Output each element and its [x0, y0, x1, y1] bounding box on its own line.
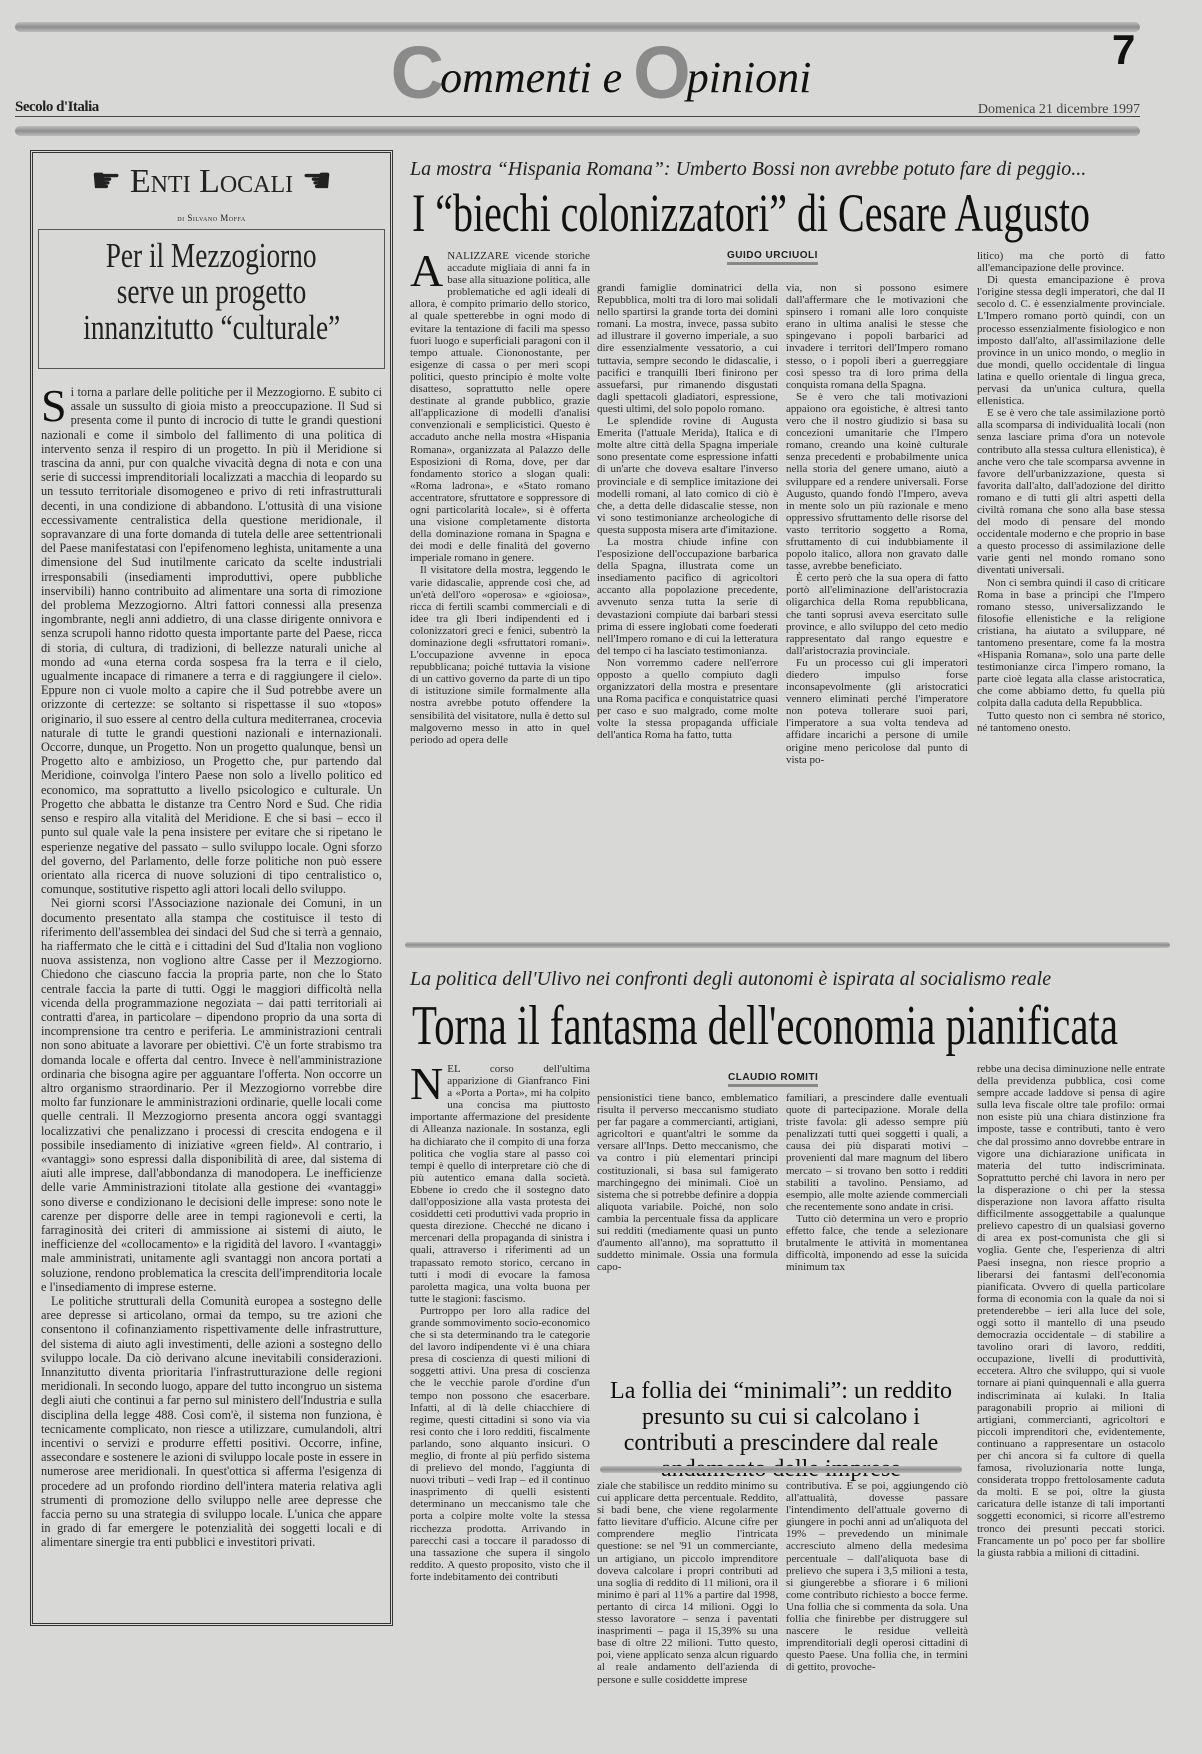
- section-title-part2: pinioni: [686, 53, 812, 102]
- paragraph: Tutto questo non ci sembra né storico, né tantomeno onesto.: [977, 709, 1165, 734]
- bottom-article-col-3-bottom: [786, 1480, 968, 1745]
- column-author: di Silvano Moffa: [177, 213, 246, 223]
- paragraph: Le splendide rovine di Augusta Emerita (l'attuale Merida), Italica e di molte altre città della Spagna imperiale sono presentate come espressione infatti di un'arte che doveva esaltare l'inverso provinciale e di semplice imitazione dei modelli romani, al lato comico di ciò è che, a detta delle didascalie stesse, non vi sono testimonianze archeologiche di questa supposta misera arte d'imitazione.: [597, 415, 778, 536]
- paragraph: contributiva. E se poi, aggiungendo ciò all'attualità, dovesse passare l'intendimento dell'attuale governo di giungere in pochi anni ad un'aliquota del 19% – prevedendo un minimale accresciuto almeno della medesima percentuale – dall'aliquota base di prelievo che supera i 3,5 milioni a testa, si giungerebbe a sfiorare i 6 milioni come contributo richiesto a bocce ferme. Una follia che si commenta da sola. Una follia che finirebbe per distruggere sul nascere le residue velleità imprenditoriali degli operosi cittadini di questo Paese. Una follia che, in termini di gettito, provoche-: [786, 1480, 968, 1674]
- paragraph: NEL corso dell'ultima apparizione di Gianfranco Fini a «Porta a Porta», mi ha colpito una concisa ma piuttosto importante affermazione del presidente di Alleanza nazionale. In sostanza, egli ha dichiarato che il compito di una forza politica che voglia stare al passo coi tempi è quello di interpretare ciò che di più autentico emana dalla società. Ebbene io credo che il sostegno dato dall'opposizione alla vasta protesta dei cosiddetti ceti produttivi vada proprio in questa direzione. Checché ne dicano i mercenari della propaganda di sinistra i quali, attraverso i riferimenti ad un trapassato remoto storico, cercano in tutti i modi di evocare la famosa paroletta magica, una volta buona per tutte le stagioni: fascismo.: [410, 1063, 590, 1305]
- bottom-article-col-3-top: [786, 1092, 968, 1372]
- section-title-initial-c: C: [390, 31, 441, 114]
- column-body: [41, 385, 382, 1613]
- box-headline: La follia dei “minimali”: un reddito presunto su cui si calcolano i contributi a prescindere dal reale: [610, 1378, 952, 1456]
- paragraph: La mostra chiude infine con l'esposizione dell'occupazione barbarica della Spagna, illustrata come un insediamento pacifico di agricoltori accanto alla popolazione precedente, avvenuto senza tutta la serie di devastazioni compiute dai barbari stessi prima di essere inglobati come foederati nell'Impero romano e di cui la letteratura del tempo ci ha lasciato testimonianza.: [597, 535, 778, 657]
- paragraph: Non ci sembra quindi il caso di criticare Roma in base a principi che l'Impero romano stesso, universalizzando le filosofie ellenistiche e la religione cristiana, ha aiutato a sviluppare, né tantomeno presentare, come fa la mostra «Hispania Romana», solo una parte delle testimonianze circa l'impero romano, la parte cioè legata alla classe aristocratica, che come abbiamo detto, fu quella più colpita dalla caduta della Repubblica.: [977, 576, 1165, 710]
- box-headline-underline: [600, 1466, 962, 1473]
- paragraph: Non vorremmo cadere nell'errore opposto a quello compiuto dagli organizzatori della mostra e presentare una Roma pacifica e conquistatrice quasi per caso e suo malgrado, come molte volte la stessa propaganda ufficiale dell'antica Roma ha fatto, tutta: [597, 656, 778, 742]
- paragraph: ziale che stabilisce un reddito minimo su cui applicare detta percentuale. Reddito, si badi bene, che viene regolarmente fatto lievitare d'ufficio. Alcune cifre per comprendere meglio l'intricata questione: se nel '91 un commerciante, un artigiano, un piccolo imprenditore doveva calcolare i propri contributi ad una soglia di reddito di 11 milioni, ora il minimo è pari al 11% a partire dal 1998, pertanto di circa 14 milioni. Oggi lo stesso lavoratore – senza i paventati inasprimenti – paga il 15,39% su una base di oltre 22 milioni. Tutto questo, poi, viene applicato senza alcun riguardo al reale andamento dell'azienda di persone e sulle cosiddette imprese: [597, 1480, 778, 1686]
- paragraph: rebbe una decisa diminuzione nelle entrate della previdenza pubblica, così come sempre accade laddove si pensa di agire sulla leva fiscale oltre tale profilo: ormai non esiste più una chiara distinzione fra imposte, tasse e contributi, tanto è vero che dal prossimo anno dovrebbe entrare in vigore una dichiarazione unificata in materia del tutto indiscriminata. Soprattutto perché chi lavora in nero per la disperazione o chi per la stessa disperazione non lavora affatto risulta difficilmente assoggettabile a qualunque prelievo capestro di un qualsiasi governo di area ex post-comunista che gli si voglia. Gente che, l'esperienza di altri Paesi insegna, non riesce proprio a liberarsi dei fantasmi dell'economia pianificata. Ovvero di quella particolare forma di economia con la quale da noi si pretenderebbe – ieri alla luce del sole, oggi sotto il mantello di una pseudo democrazia occidentale – di stabilire a tavolino orari di lavoro, redditi, occupazione, livelli di produttività, eccetera. Altro che sviluppo, qui si vuole tornare ai piani quinquennali e alla guerra indiscriminata ai kulaki. In Italia paragonabili proprio ai milioni di artigiani, commercianti, agricoltori e piccoli imprenditori che, evidentemente, continuano a rappresentare un ostacolo per chi ancora si fa cultore di quella famosa, rivoluzionaria notte lunga, considerata troppo frettolosamente caduta da molti. E se poi, oltre la giusta caricatura delle istanze di tali importanti soggetti economici, si ricorre all'estremo tronco dei presunti peccati storici. Francamente un po' poco per far sbollire la giusta rabbia a milioni di cittadini.: [977, 1063, 1165, 1559]
- paragraph: Il visitatore della mostra, leggendo le varie didascalie, apprende così che, ad un'età dell'oro «operosa» e «gioiosa», ricca di fertili scambi commerciali e di idee tra gli Iberi indipendenti ed i colonizzatori greci e fenici, subentrò la dominazione degli «sfruttatori romani». L'occupazione avvenne in epoca repubblicana; poiché tuttavia la visione di un cattivo governo da parte di un tipo di istituzione simile formalmente alla nostra avrebbe potuto offendere la sensibilità del visitatore, nulla è detto sul malgoverno messo in atto in quel periodo ad opera delle: [410, 564, 590, 746]
- newspaper-name: Secolo d'Italia: [15, 99, 99, 115]
- paragraph: Se è vero che tali motivazioni appaiono ora egoistiche, è altresì tanto vero che il nostro giudizio si basa su concezioni umanitarie che l'Impero romano, creando una koinè culturale senza precedenti e probabilmente unica nella storia del genere umano, aiutò a sviluppare ed a rendere universali. Forse Augusto, quando fondò l'Impero, aveva in mente solo un più razionale e meno oppressivo sfruttamento delle risorse del vasto territorio soggetto a Roma, sfruttamento di cui indubbiamente il popolo italico, allora non gravato dalle tasse, avrebbe beneficiato.: [786, 390, 968, 573]
- top-article-byline: GUIDO URCIUOLI: [727, 250, 818, 265]
- paragraph: E se è vero che tale assimilazione portò alla scomparsa di individualità locali (non senza lasciare prima d'ora un notevole contributo alla stessa cultura ellenistica), è anche vero che tale scomparsa avvenne in favore dell'urbanizzazione, questa sì favorita dall'alto, dall'adozione del diritto romano e di tutti gli altri aspetti della civiltà romana che sono alla base stessa del modo di pensare del mondo occidentale moderno e che proprio in base a questo processo di assimilazione delle varie genti nel mondo romano sono diventati universali.: [977, 407, 1165, 577]
- rubric-title: [33, 161, 390, 201]
- top-article-col-4: [977, 250, 1165, 935]
- pointing-hand-left-icon: ☚: [293, 163, 333, 200]
- bottom-article-col-4: [977, 1063, 1165, 1745]
- bottom-article-col-2-top: [597, 1092, 778, 1372]
- bottom-article-col-1: [410, 1063, 590, 1745]
- headline-line: innanzitutto “culturale”: [83, 308, 340, 347]
- article-separator: [405, 942, 1170, 948]
- drop-cap: A: [410, 250, 444, 296]
- top-article-col-2: [597, 282, 778, 935]
- paragraph: grandi famiglie dominatrici della Repubblica, molti tra di loro mai solidali nello spartirsi la grande torta dei domini romani. La mostra, invece, passa subito ad illustrare il governo imperiale, a suo dire essenzialmente vessatorio, a cui tuttavia, sempre secondo le didascalie, i pacifici e tranquilli Iberi finirono per assuefarsi, pur rimanendo disgustati dagli spettacoli gladiatori, espressione, questi ultimi, del solo popolo romano.: [597, 282, 778, 415]
- paragraph: ANALIZZARE vicende storiche accadute migliaia di anni fa in base alla situazione politica, alle problematiche ed agli ideali di allora, è compito primario dello storico, al quale spetterebbe in ogni modo di evitare la tentazione di facili ma spesso fuori luogo e superficiali paragoni con il tempo attuale. Ciononostante, per esigenze di cassa o per meri scopi politici, questo principio è molte volte disatteso, soprattutto nelle opere destinate al grande pubblico, grazie all'applicazione di modelli d'analisi convenzionali e semplicistici. Questo è accaduto anche nella mostra «Hispania Romana», organizzata al Palazzo delle Esposizioni di Roma, dove, per dar fondamento storico a slogan quali: «Roma ladrona», e «Stato romano accentratore, sfruttatore e soppressore di ogni particolarità locale», si è offerta una visione completamente distorta della dominazione romana in Spagna e dei modi e delle finalità del governo imperiale romano in genere.: [410, 250, 590, 565]
- drop-cap: N: [410, 1063, 444, 1109]
- bottom-article-byline: CLAUDIO ROMITI: [728, 1072, 818, 1087]
- masthead-bottom-band: [15, 126, 1140, 136]
- headline-line: serve un progetto: [116, 272, 307, 311]
- paragraph: Le politiche strutturali della Comunità europea a sostegno delle aree depresse si articolano, ormai da tempo, su tre azioni che consentono il cofinanziamento rispettivamente delle infrastrutture, del sistema di aiuto agli investimenti, delle azioni a sostegno dello sviluppo locale. Da ciò derivano alcune inevitabili considerazioni. Innanzitutto diventa prioritaria l'infrastrutturazione delle regioni meridionali. In secondo luogo, appare del tutto incongruo un sistema degli aiuti che continui a far perno sul ministero dell'Industria e sulla disciplina della legge 488. Così com'è, il sistema non funziona, è tecnicamente complicato, non riesce a utilizzare, cumulandoli, altri incentivi o servizi e produrre effetti positivi. Occorre, infine, assecondare e sostenere le azioni di sviluppo locale poste in essere in numerose aree meridionali. In quest'ottica si afferma l'esigenza di procedere ad un profondo riordino dell'intera materia relativa agli strumenti di promozione dello sviluppo nelle aree depresse che faccia perno su una strategia di sviluppo locale. L'unica che appare in grado di far emergere le potenzialità dei soggetti locali e di alimentare sinergie tra enti pubblici e investitori privati.: [41, 1294, 382, 1550]
- section-title-initial-o: O: [633, 31, 687, 114]
- paragraph: È certo però che la sua opera di fatto portò all'eliminazione dell'aristocrazia oligarchica della Roma repubblicana, che tanti soprusi aveva esercitato sulle province, e allo sviluppo del ceto medio rappresentato dal rango equestre e dall'aristocrazia provinciale.: [786, 572, 968, 657]
- section-title-part1: ommenti e: [440, 53, 634, 102]
- top-article-col-3: [786, 282, 968, 935]
- column-headline: [39, 230, 384, 346]
- paragraph: pensionistici tiene banco, emblematico risulta il perverso meccanismo studiato per far pagare a commercianti, artigiani, agricoltori e quant'altri le somme da versare all'Inps. Detto meccanismo, che va contro i più elementari principi costituzionali, si basa sul famigerato marchingegno dei minimali. Cioè un sistema che si potrebbe definire a doppia aliquota variabile. Poiché, non solo cambia la percentuale fissa da applicare sui redditi (mediamente quasi un punto d'aumento all'anno), ma soprattutto il suddetto minimale. Ossia una formula capo-: [597, 1092, 778, 1274]
- rubric-label: Enti Locali: [129, 163, 294, 200]
- top-article-col-1: [410, 250, 590, 935]
- bottom-article-col-2-bottom: [597, 1480, 778, 1745]
- paragraph: via, non si possono esimere dall'affermare che le motivazioni che spinsero i romani alle loro conquiste erano in ultima analisi le stesse che spingevano i popoli barbarici ad invadere i territori dell'Impero romano stesso, o i popoli iberi a guerreggiare così spesso tra di loro prima della conquista romana della Spagna.: [786, 282, 968, 391]
- column-headline-box: [38, 229, 385, 369]
- issue-date: Domenica 21 dicembre 1997: [977, 102, 1140, 117]
- paragraph: Nei giorni scorsi l'Associazione nazionale dei Comuni, in un documento presentato alla stampa che costituisce il testo di riferimento dell'assemblea dei sindaci del Sud che si terrà a gennaio, ha riaffermato che le città e i cittadini del Sud d'Italia non vogliono nuova assistenza, non vogliono altre Casse per il Mezzogiorno. Chiedono che ciascuno faccia la propria parte, non che lo Stato centrale faccia la parte di tutti. Oggi le maggiori difficoltà nella vicenda della programmazione negoziata – dai patti territoriali ai contratti d'area, in particolare – dipendono proprio da una sorta di incomprensione tra centro e periferia. Le amministrazioni centrali non sono abituate a lavorare per obiettivi. C'è un forte strabismo tra domanda locale e offerta dal centro. Invece è nell'amministrazione ordinaria che bisogna agire per agguantare l'offerta. Non occorre un altro organismo straordinario. Per il Mezzogiorno vorrebbe dire molto far funzionare le amministrazioni ordinarie, quelle locali come quelle centrali. Il Mezzogiorno presenta ancora oggi svantaggi localizzativi che penalizzano i processi di crescita endogena e il possibile insediamento di iniziative «green field». Al contrario, i «vantaggi» sono espressi dalla disponibilità di aree, dal sistema di aiuti alle imprese, dall'abbondanza di manodopera. Le inefficienze delle varie Amministrazioni titolate alla gestione dei «vantaggi» sono diverse e condizionano le decisioni delle imprese: sono note le carenze per disporre delle aree in tempi ragionevoli e certi, la farraginosità dei criteri di ammissione ai sistemi di aiuto, le inefficienze del «collocamento» e la rigidità del lavoro. I «vantaggi» male amministrati, unitamente agli svantaggi non ancora portati a soluzione, rendono problematica la crescita dell'imprenditoria locale e l'insediamento di imprese esterne.: [41, 896, 382, 1294]
- page-number: 7: [1112, 26, 1136, 73]
- drop-cap: S: [41, 385, 67, 431]
- top-article-kicker: La mostra “Hispania Romana”: Umberto Bossi non avrebbe potuto fare di peggio...: [410, 158, 1087, 180]
- paragraph: Si torna a parlare delle politiche per il Mezzogiorno. E subito ci assale un sussulto di gioia misto a preoccupazione. Il Sud si presenta come il punto di incrocio di tutte le grandi questioni nazionali e come il simbolo del fallimento di una politica di intervento senza il respiro di un progetto. In più il Meridione si trascina da anni, pur con qualche vivacità degna di nota e con una serie di successi imprenditoriali localizzati a macchia di leopardo su un tessuto territoriale disomogeneo e privo di reti infrastrutturali decenti, in una condizione di abbandono. L'ottusità di una visione eccessivamente centralistica della questione meridionale, il sopravanzare di una forte domanda di tutela delle aree settentrionali del Paese manifestatasi con l'epifenomeno leghista, unitamente a una dimensione del Sud inutilmente caricato da scelte industriali irresponsabili (insediamenti improduttivi, opere pubbliche inservibili) hanno contribuito ad alimentare una sorta di rimozione del problema Mezzogiorno. Altri fattori connessi alla presenza ingombrante, negli anni addietro, di una classe dirigente onnivora e senza scrupoli hanno ridotto questa importante parte del Paese, ricca di storia, di cultura, di tradizioni, di bellezze naturali uniche al mondo ad «una eterna corda sospesa fra la terra e il cielo, ugualmente incapace di rimanere a terra e di raggiungere il cielo». Eppure non ci vuole molto a capire che il Sud potrebbe avere un orizzonte di certezze: se soltanto si rispettasse il suo «topos» originario, il suo essere al centro della cultura mediterranea, crocevia naturale di tutte le grandi questioni nazionali e internazionali. Occorre, dunque, un Progetto. Non un progetto qualunque, bensì un Progetto alto e ambizioso, un Progetto che, pur partendo dal Meridione, coinvolga l'intero Paese non solo a livello politico ed economico, ma soprattutto a livello psicologico e culturale. Un Progetto che abbatta le distanze tra Centro Nord e Sud. Che ridia senso e respiro alla vitalità del Meridione. E che si basi – ecco il punto sul quale vale la pena insistere per evitare che si ripetano le esperienze negative del passato – sullo sviluppo locale. Ogni sforzo del governo, del Parlamento, delle forze politiche non può essere orientato alla ricerca di nuove soluzioni di tipo centralistico o, comunque, sostitutive rispetto agli attori locali dello sviluppo.: [41, 385, 382, 897]
- paragraph: familiari, a prescindere dalle eventuali quote di partecipazione. Morale della triste favola: gli adesso sempre più penalizzati tutti quei soggetti i quali, a causa dei più disparati motivi – provenienti dal mare magnum del libero mercato – si trovano ben sotto i redditi stabiliti a tavolino. Pensiamo, ad esempio, alle molte aziende commerciali che recentemente sono andate in crisi.: [786, 1092, 968, 1213]
- paragraph: Tutto ciò determina un vero e proprio effetto falce, che tende a selezionare brutalmente le attività in momentanea difficoltà, imponendo ad esse la suicida minimum tax: [786, 1212, 968, 1274]
- bottom-article-kicker: La politica dell'Ulivo nei confronti degli autonomi è ispirata al socialismo reale: [410, 968, 1052, 990]
- headline-line: Per il Mezzogiorno: [106, 236, 317, 275]
- pointing-hand-right-icon: ☛: [90, 163, 130, 200]
- bottom-article-headline: Torna il fantasma dell'economia pianificata: [412, 995, 1118, 1057]
- paragraph: Purtroppo per loro alla radice del grande sommovimento socio-economico che si sta determinando tra le categorie del lavoro indipendente vi è una chiara presa di coscienza di questi milioni di soggetti attivi. Una presa di coscienza che le vecchie parole d'ordine d'un tempo non possono che esacerbare. Infatti, al di là delle chiacchiere di regime, questi cittadini si sono via via resi conto che i loro redditi, fiscalmente parlando, sono alquanto insicuri. O meglio, di fronte al più perfido sistema di prelievo del mondo, l'aggiunta di nuovi tributi – vedi Irap – ed il continuo inasprimento di quelli esistenti determinano un meccanismo tale che porta a colpire molte volte la stessa ricchezza prodotta. Arrivando in parecchi casi a toccare il paradosso di una tassazione che supera il singolo reddito. A questo proposito, visto che il forte indebitamento dei contributi: [410, 1304, 590, 1583]
- enti-locali-column: [30, 150, 393, 1626]
- top-article-headline: I “biechi colonizzatori” di Cesare Augusto: [412, 183, 1090, 243]
- paragraph: Di questa emancipazione è prova l'origine stessa degli imperatori, che dal II secolo d. C. è essenzialmente provinciale. L'Impero romano portò quindi, con un processo essenzialmente fisiologico e non imposto dall'alto, all'assimilazione delle province in un unico mondo, o meglio in due mondi, quello occidentale di lingua latina e quello orientale di lingua greca, pervasi da un'unica cultura, quella ellenistica.: [977, 274, 1165, 408]
- paragraph: litico) ma che portò di fatto all'emancipazione delle province.: [977, 250, 1165, 275]
- paragraph: Fu un processo cui gli imperatori diedero impulso forse inconsapevolmente (gli aristocratici vennero eliminati perché l'imperatore non poteva tollerare suoi pari, l'imperatore a sua volta tendeva ad affidare incarichi a persone di umile origine meno pericolose dal punto di vista po-: [786, 656, 968, 766]
